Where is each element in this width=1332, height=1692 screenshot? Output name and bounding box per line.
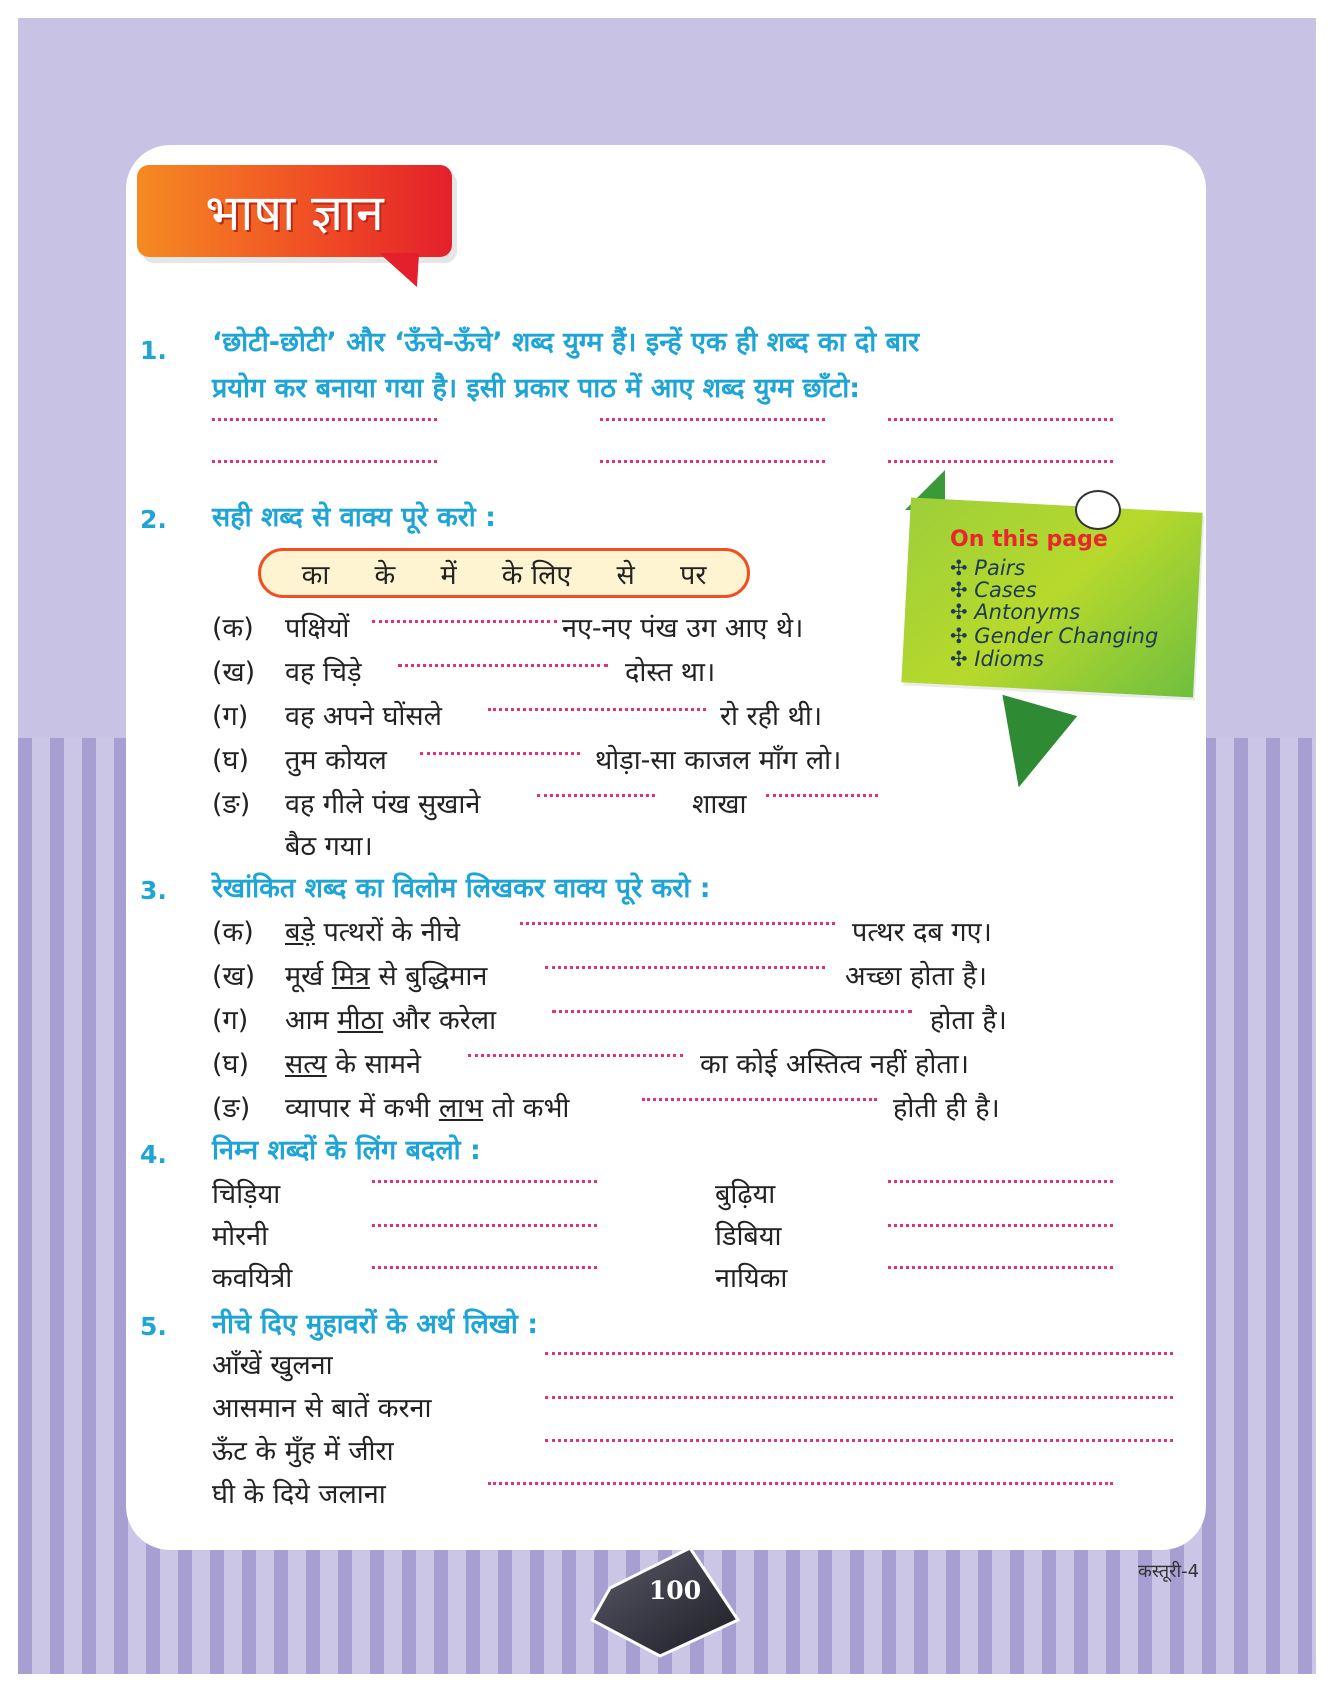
page-number: 100 xyxy=(648,1576,702,1605)
q4-word: डिबिया xyxy=(715,1221,782,1252)
note-item-text: Cases xyxy=(974,578,1037,602)
smiley-face-icon xyxy=(1075,490,1121,530)
answer-blank[interactable] xyxy=(888,1224,1113,1227)
answer-blank[interactable] xyxy=(545,1352,1173,1355)
choice-word: पर xyxy=(680,559,707,591)
answer-blank[interactable] xyxy=(468,1054,683,1057)
q1-number: 1. xyxy=(140,336,167,365)
idiom: आसमान से बातें करना xyxy=(212,1393,432,1424)
q3-item-pre: मूर्ख xyxy=(285,961,324,992)
q3-item-text xyxy=(285,912,460,949)
choice-word: के xyxy=(374,559,396,591)
bullet-icon: ✣ xyxy=(950,624,968,648)
q4-word: नायिका xyxy=(715,1263,788,1294)
q1-line2: प्रयोग कर बनाया गया है। इसी प्रकार पाठ में आए शब्द युग्म छाँटो: xyxy=(212,373,860,404)
q3-item-label: (ख) xyxy=(212,961,256,992)
q3-number: 3. xyxy=(140,876,167,905)
q5-number: 5. xyxy=(140,1312,167,1341)
answer-blank[interactable] xyxy=(372,1224,597,1227)
q4-number: 4. xyxy=(140,1140,167,1169)
q3-item-text: होती ही है। xyxy=(893,1093,1000,1124)
q4-title: निम्न शब्दों के लिंग बदलो : xyxy=(212,1135,481,1166)
q2-item-text: थोड़ा-सा काजल माँग लो। xyxy=(595,745,842,776)
q3-item-text: का कोई अस्तित्व नहीं होता। xyxy=(700,1049,969,1080)
underlined-word: बड़े xyxy=(285,917,315,948)
word-choices-box xyxy=(258,548,750,598)
q3-item-rest: से बुद्धिमान xyxy=(378,961,488,992)
answer-blank[interactable] xyxy=(420,752,580,755)
q2-item-text: पक्षियों xyxy=(285,613,350,644)
choice-word: से xyxy=(616,559,635,591)
note-item xyxy=(950,556,1025,580)
answer-blank[interactable] xyxy=(600,418,825,421)
answer-blank[interactable] xyxy=(600,460,825,463)
q1-line1: ‘छोटी-छोटी’ और ‘ऊँचे-ऊँचे’ शब्द युग्म हैं। इन्हें एक ही शब्द का दो बार xyxy=(212,327,920,358)
q2-number: 2. xyxy=(140,505,167,534)
idiom: घी के दिये जलाना xyxy=(212,1479,386,1510)
q2-item-text: वह गीले पंख सुखाने xyxy=(285,789,481,820)
q3-item-label: (घ) xyxy=(212,1049,250,1080)
q2-item-label: (घ) xyxy=(212,745,250,776)
q3-item-rest: पत्थरों के नीचे xyxy=(323,917,461,948)
q2-item-text: नए-नए पंख उग आए थे। xyxy=(562,613,804,644)
bullet-icon: ✣ xyxy=(950,556,968,580)
choice-word: का xyxy=(301,559,330,591)
idiom: आँखें खुलना xyxy=(212,1350,333,1381)
q3-item-rest: के सामने xyxy=(335,1049,422,1080)
bullet-icon: ✣ xyxy=(950,578,968,602)
q3-item-label: (ङ) xyxy=(212,1093,251,1124)
q3-item-text: अच्छा होता है। xyxy=(845,961,987,992)
q2-item-label: (क) xyxy=(212,613,254,644)
answer-blank[interactable] xyxy=(520,922,835,925)
note-item xyxy=(950,600,1080,624)
answer-blank[interactable] xyxy=(372,1266,597,1269)
bullet-icon: ✣ xyxy=(950,647,968,671)
answer-blank[interactable] xyxy=(766,794,878,797)
q2-item-label: (ङ) xyxy=(212,789,251,820)
answer-blank[interactable] xyxy=(488,1482,1113,1485)
q2-item-label: (ख) xyxy=(212,657,256,688)
q3-item-text: होता है। xyxy=(930,1005,1007,1036)
answer-blank[interactable] xyxy=(888,1266,1113,1269)
answer-blank[interactable] xyxy=(888,418,1113,421)
note-item-text: Idioms xyxy=(974,647,1044,671)
q3-item-text: पत्थर दब गए। xyxy=(852,917,992,948)
q2-item-text: वह चिड़े xyxy=(285,657,362,688)
note-title: On this page xyxy=(950,527,1108,552)
q2-title: सही शब्द से वाक्य पूरे करो : xyxy=(212,502,496,533)
q3-item-text xyxy=(285,956,487,993)
q3-item-text xyxy=(285,1044,421,1081)
section-banner xyxy=(137,165,452,257)
note-item-text: Antonyms xyxy=(974,600,1081,624)
idiom: ऊँट के मुँह में जीरा xyxy=(212,1436,394,1467)
answer-blank[interactable] xyxy=(642,1098,877,1101)
answer-blank[interactable] xyxy=(372,1180,597,1183)
bullet-icon: ✣ xyxy=(950,600,968,624)
choice-word: में xyxy=(440,559,457,591)
answer-blank[interactable] xyxy=(212,418,437,421)
q4-word: चिड़िया xyxy=(212,1179,281,1210)
q3-item-label: (ग) xyxy=(212,1005,249,1036)
q2-item-text: वह अपने घोंसले xyxy=(285,701,442,732)
choice-word: के लिए xyxy=(501,559,572,591)
answer-blank[interactable] xyxy=(545,1439,1173,1442)
q2-item-text: शाखा xyxy=(692,789,747,820)
answer-blank[interactable] xyxy=(372,620,557,623)
underlined-word: लाभ xyxy=(438,1093,484,1124)
note-item xyxy=(950,647,1044,671)
q4-word: मोरनी xyxy=(212,1221,269,1252)
answer-blank[interactable] xyxy=(552,1010,912,1013)
answer-blank[interactable] xyxy=(888,460,1113,463)
q3-title: रेखांकित शब्द का विलोम लिखकर वाक्य पूरे करो : xyxy=(212,873,711,904)
q3-item-pre: आम xyxy=(285,1005,329,1036)
q3-item-text xyxy=(285,1088,569,1125)
answer-blank[interactable] xyxy=(545,1396,1173,1399)
q4-word: बुढ़िया xyxy=(715,1179,776,1210)
book-label: कस्तूरी-4 xyxy=(1138,1561,1200,1582)
answer-blank[interactable] xyxy=(212,460,437,463)
answer-blank[interactable] xyxy=(488,708,706,711)
banner-title: भाषा ज्ञान xyxy=(205,184,384,242)
q2-item-text: रो रही थी। xyxy=(720,701,823,732)
q4-word: कवयित्री xyxy=(212,1263,293,1294)
q3-item-pre: व्यापार में कभी xyxy=(285,1093,431,1124)
q3-item-label: (क) xyxy=(212,917,254,948)
note-item xyxy=(950,624,1158,648)
note-item xyxy=(950,578,1037,602)
note-item-text: Pairs xyxy=(974,556,1026,580)
q3-item-rest: तो कभी xyxy=(491,1093,570,1124)
answer-blank[interactable] xyxy=(888,1180,1113,1183)
answer-blank[interactable] xyxy=(537,794,655,797)
q3-item-text xyxy=(285,1000,496,1037)
underlined-word: मीठा xyxy=(337,1005,384,1036)
q2-item-text: दोस्त था। xyxy=(625,657,716,688)
q2-item-label: (ग) xyxy=(212,701,249,732)
q2-item-text: बैठ गया। xyxy=(285,831,373,862)
underlined-word: सत्य xyxy=(285,1049,327,1080)
underlined-word: मित्र xyxy=(331,961,370,992)
answer-blank[interactable] xyxy=(545,966,825,969)
note-item-text: Gender Changing xyxy=(974,624,1159,648)
answer-blank[interactable] xyxy=(398,664,608,667)
q2-item-text: तुम कोयल xyxy=(285,745,387,776)
q3-item-rest: और करेला xyxy=(391,1005,497,1036)
q5-title: नीचे दिए मुहावरों के अर्थ लिखो : xyxy=(212,1309,539,1340)
